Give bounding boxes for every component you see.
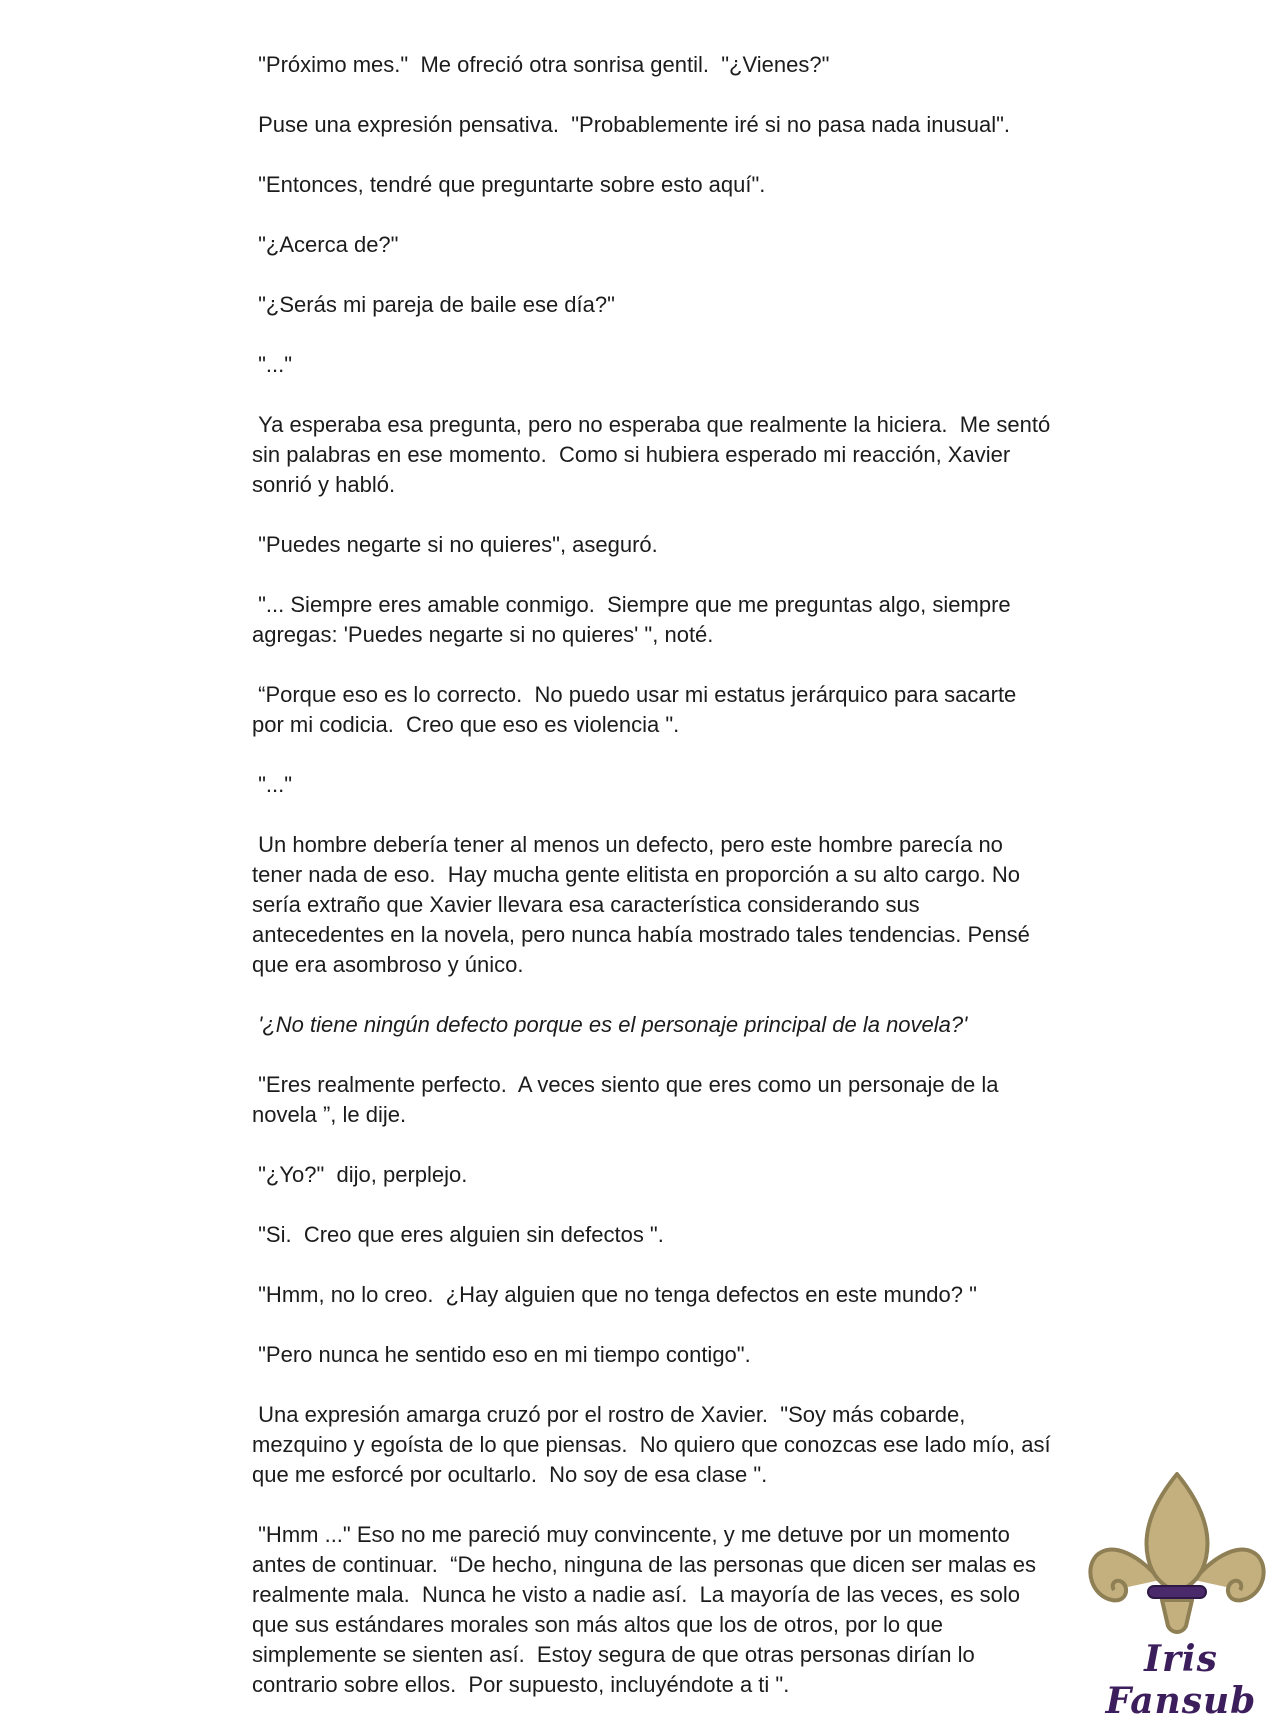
paragraph: Un hombre debería tener al menos un defecto, pero este hombre parecía no tener nada de eso. Hay mucha gente elitista en proporción a su alto cargo. No sería extraño que Xavier llevara esa característica considerando sus antecedentes en la novela, pero nunca había mostrado tales tendencias. Pensé que era asombroso y único. — [252, 832, 1036, 977]
iris-fansub-watermark — [1082, 1468, 1272, 1722]
paragraph: "Si. Creo que eres alguien sin defectos ". — [252, 1222, 664, 1247]
fleur-de-lis-icon — [1082, 1468, 1272, 1648]
paragraph: Una expresión amarga cruzó por el rostro de Xavier. "Soy más cobarde, mezquino y egoísta de lo que piensas. No quiero que conozcas ese lado mío, así que me esforcé por ocultarlo. No soy de esa clase ". — [252, 1402, 1057, 1487]
paragraph: "Eres realmente perfecto. A veces siento que eres como un personaje de la novela ”, le dije. — [252, 1072, 1005, 1127]
paragraph: "..." — [252, 352, 293, 377]
paragraph: "Hmm ..." Eso no me pareció muy convincente, y me detuve por un momento antes de continuar. “De hecho, ninguna de las personas que dicen ser malas es realmente mala. Nunca he visto a nadie así. La mayoría de las veces, es solo que sus estándares morales son más altos que los de otros, por lo que simplemente se sienten así. Estoy segura de que otras personas dirían lo contrario sobre ellos. Por supuesto, incluyéndote a ti ". — [252, 1522, 1043, 1697]
paragraph: "... Siempre eres amable conmigo. Siempre que me preguntas algo, siempre agregas: 'Puedes negarte si no quieres' ", noté. — [252, 592, 1017, 647]
paragraph: Puse una expresión pensativa. "Probablemente iré si no pasa nada inusual". — [252, 112, 1011, 137]
paragraph: "Próximo mes." Me ofreció otra sonrisa gentil. "¿Vienes?" — [252, 52, 830, 77]
paragraph: “Porque eso es lo correcto. No puedo usar mi estatus jerárquico para sacarte por mi codicia. Creo que eso es violencia ". — [252, 682, 1023, 737]
document-body — [252, 50, 1057, 1730]
paragraph: "..." — [252, 772, 293, 797]
paragraph: "Entonces, tendré que preguntarte sobre esto aquí". — [252, 172, 766, 197]
paragraph: "Hmm, no lo creo. ¿Hay alguien que no tenga defectos en este mundo? " — [252, 1282, 977, 1307]
italic-thought-paragraph: '¿No tiene ningún defecto porque es el personaje principal de la novela?' — [252, 1012, 968, 1037]
paragraph: "¿Yo?" dijo, perplejo. — [252, 1162, 468, 1187]
paragraph: "¿Serás mi pareja de baile ese día?" — [252, 292, 615, 317]
paragraph: Ya esperaba esa pregunta, pero no esperaba que realmente la hiciera. Me sentó sin palabras en ese momento. Como si hubiera esperado mi reacción, Xavier sonrió y habló. — [252, 412, 1057, 497]
paragraph: "¿Acerca de?" — [252, 232, 399, 257]
paragraph: "Pero nunca he sentido eso en mi tiempo contigo". — [252, 1342, 751, 1367]
watermark-text: Iris Fansub — [1105, 1638, 1257, 1722]
paragraph: "Puedes negarte si no quieres", aseguró. — [252, 532, 658, 557]
